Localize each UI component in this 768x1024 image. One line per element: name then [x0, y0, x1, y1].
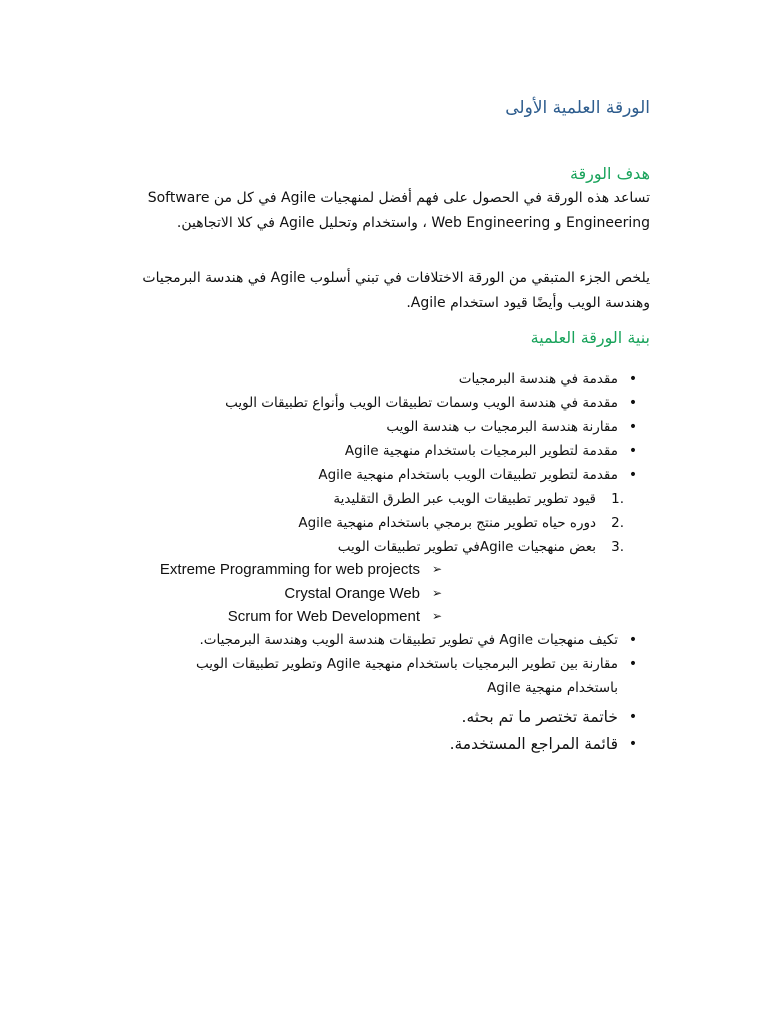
bullet-icon: •: [628, 709, 638, 725]
numbered-list: [90, 487, 650, 559]
arrow-bullet-icon: ➢: [431, 585, 442, 600]
item-number: 1.: [611, 491, 624, 507]
bullet-icon: •: [628, 467, 638, 483]
bullet-icon: •: [628, 656, 638, 672]
goal-paragraph-2: يلخص الجزء المتبقي من الورقة الاختلافات في تبني أسلوب Agile في هندسة البرمجيات وهندسة الويب وأيضًا قيود استخدام Agile.: [142, 270, 650, 311]
bullet-icon: •: [628, 632, 638, 648]
methodology-item: ➢ Scrum for Web Development: [42, 605, 442, 629]
numbered-item: 2. دوره حياه تطوير منتج برمجي باستخدام منهجية Agile: [90, 511, 650, 535]
methodology-item: ➢ Extreme Programming for web projects: [42, 558, 442, 582]
list-item: • قائمة المراجع المستخدمة.: [90, 731, 650, 758]
list-item: • مقارنة هندسة البرمجيات ب هندسة الويب: [90, 415, 650, 439]
bullet-icon: •: [628, 443, 638, 459]
methodology-list: [42, 558, 442, 629]
item-number: 2.: [611, 515, 624, 531]
list-item: • مقدمة في هندسة البرمجيات: [90, 367, 650, 391]
bullet-icon: •: [628, 736, 638, 752]
list-item: • مقدمة لتطوير تطبيقات الويب باستخدام منهجية Agile: [90, 463, 650, 487]
bullet-icon: •: [628, 395, 638, 411]
list-item: • تكيف منهجيات Agile في تطوير تطبيقات هندسة الويب وهندسة البرمجيات.: [90, 628, 650, 652]
item-number: 3.: [611, 539, 624, 555]
list-item: • مقارنة بين تطوير البرمجيات باستخدام منهجية Agile وتطوير تطبيقات الويب باستخدام منهجية Agile: [90, 652, 650, 700]
numbered-item: 1. قيود تطوير تطبيقات الويب عبر الطرق التقليدية: [90, 487, 650, 511]
goal-heading: هدف الورقة: [569, 164, 650, 183]
list-item: • خاتمة تختصر ما تم بحثه.: [90, 704, 650, 731]
arrow-bullet-icon: ➢: [431, 609, 442, 623]
remaining-list: [90, 628, 650, 700]
structure-heading: بنية الورقة العلمية: [530, 328, 650, 347]
arrow-bullet-icon: ➢: [431, 562, 442, 576]
closing-list: [90, 704, 650, 758]
list-item: • مقدمة لتطوير البرمجيات باستخدام منهجية Agile: [90, 439, 650, 463]
methodology-item: ➢ Crystal Orange Web: [42, 582, 442, 606]
bullet-icon: •: [628, 419, 638, 435]
structure-list: [90, 367, 650, 487]
goal-paragraph-1: تساعد هذه الورقة في الحصول على فهم أفضل لمنهجيات Agile في كل من Software Engineering و Web Engineering ، واستخدام وتحليل Agile في كلا الاتجاهين.: [147, 190, 650, 231]
page-title: الورقة العلمية الأولى: [505, 98, 650, 118]
bullet-icon: •: [628, 371, 638, 387]
numbered-item: 3. بعض منهجيات Agileفي تطوير تطبيقات الويب: [90, 535, 650, 559]
list-item: • مقدمة في هندسة الويب وسمات تطبيقات الويب وأنواع تطبيقات الويب: [90, 391, 650, 415]
